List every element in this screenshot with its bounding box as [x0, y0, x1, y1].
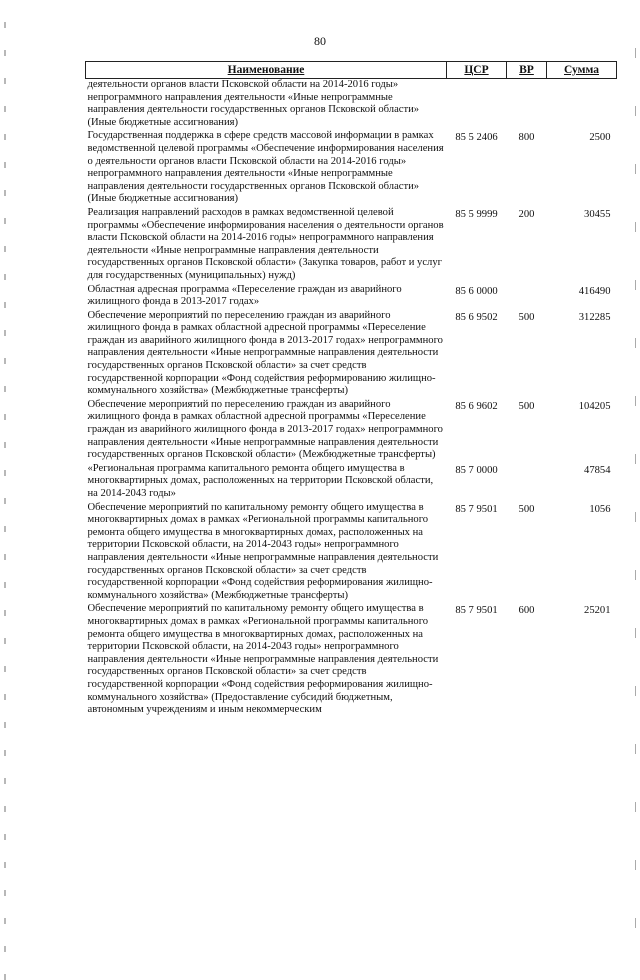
scan-punch-marks — [1, 0, 9, 905]
row-vr: 500 — [518, 503, 535, 515]
table-row — [86, 310, 617, 399]
row-csr: 85 7 9501 — [455, 605, 498, 617]
table-row — [86, 502, 617, 604]
row-sum: 30455 — [584, 208, 611, 220]
table-row — [86, 79, 617, 131]
row-name: деятельности органов власти Псковской области на 2014-2016 годы» непрограммного направления деятельности «Иные непрограммные направления деятельности государственных органов Псковской области» (Иные бюджетные ассигнования) — [87, 79, 420, 128]
header-csr: ЦСР — [447, 62, 507, 79]
table-row — [86, 130, 617, 207]
row-name: Обеспечение мероприятий по переселению граждан из аварийного жилищного фонда в рамках областной адресной программы «Переселение граждан из аварийного жилищного фонда в 2013-2017 годах» непрограммного направления деятельности «Иные непрограммные направления деятельности государственных органов Псковской области» за счет средств государственной корпорации «Фонд содействия реформированию жилищно-коммунального хозяйства» (Межбюджетные трансферты) — [87, 309, 443, 397]
row-vr: 500 — [518, 311, 535, 323]
row-vr: 200 — [518, 208, 535, 220]
header-sum: Сумма — [547, 62, 617, 79]
row-vr — [507, 284, 547, 310]
table-row — [86, 399, 617, 463]
row-sum — [547, 79, 617, 131]
row-name: Областная адресная программа «Переселение граждан из аварийного жилищного фонда в 2013-2017 годах» — [87, 283, 402, 308]
row-name: Обеспечение мероприятий по капитальному ремонту общего имущества в многоквартирных домах в рамках «Региональной программы капитального ремонта общего имущества в многоквартирных домах, расположенных на территории Псковской области, на 2014-2043 годы» непрограммного направления деятельности «Иные непрограммные направления деятельности государственных органов Псковской области» за счет средств государственной корпорации «Фонд содействия реформирования жилищно-коммунального хозяйства» (Межбюджетные трансферты) — [87, 501, 439, 601]
budget-table — [85, 61, 617, 718]
row-vr — [507, 463, 547, 502]
row-csr: 85 6 9502 — [455, 311, 498, 323]
row-vr: 500 — [518, 400, 535, 412]
header-vr: ВР — [507, 62, 547, 79]
row-sum: 104205 — [578, 400, 611, 412]
row-csr: 85 5 9999 — [455, 208, 498, 220]
row-vr — [507, 79, 547, 131]
row-csr: 85 6 9602 — [455, 400, 498, 412]
row-sum: 312285 — [578, 311, 611, 323]
row-name: Обеспечение мероприятий по капитальному ремонту общего имущества в многоквартирных домах в рамках «Региональной программы капитального ремонта общего имущества в многоквартирных домах, расположенных на территории Псковской области, на 2014-2043 годы» непрограммного направления деятельности «Иные непрограммные направления деятельности государственных органов Псковской области» за счет средств государственной корпорации «Фонд содействия реформирования жилищно-коммунального хозяйства» (Предоставление субсидий бюджетным, автономным учреждениям и иным некоммерческим — [87, 603, 439, 716]
row-name: Обеспечение мероприятий по переселению граждан из аварийного жилищного фонда в рамках областной адресной программы «Переселение граждан из аварийного жилищного фонда в 2013-2017 годах» непрограммного направления деятельности «Иные непрограммные направления деятельности государственных органов Псковской области» (Межбюджетные трансферты) — [87, 398, 443, 461]
page-number: 80 — [314, 34, 326, 48]
table-row — [86, 603, 617, 717]
table-row — [86, 463, 617, 502]
row-sum: 47854 — [584, 464, 611, 476]
table-row — [86, 284, 617, 310]
row-sum: 2500 — [589, 132, 611, 144]
row-name: Государственная поддержка в сфере средств массовой информации в рамках ведомственной целевой программы «Обеспечение информирования населения о деятельности органов власти Псковской области на 2014-2016 годы» непрограммного направления деятельности «Иные непрограммные направления деятельности государственных органов Псковской области» (Иные бюджетные ассигнования) — [87, 130, 444, 205]
row-csr: 85 6 0000 — [455, 285, 498, 297]
table-row — [86, 207, 617, 284]
row-sum: 25201 — [584, 605, 611, 617]
row-csr: 85 7 9501 — [455, 503, 498, 515]
row-csr — [447, 79, 507, 131]
row-name: Реализация направлений расходов в рамках ведомственной целевой программы «Обеспечение информирования населения о деятельности органов власти Псковской области на 2014-2016 годы» непрограммного направления деятельности «Иные непрограммные направления деятельности государственных органов Псковской области» (Закупка товаров, работ и услуг для государственных (муниципальных) нужд) — [87, 206, 444, 281]
row-csr: 85 7 0000 — [455, 464, 498, 476]
row-csr: 85 5 2406 — [455, 132, 498, 144]
row-sum: 416490 — [578, 285, 611, 297]
row-sum: 1056 — [589, 503, 611, 515]
scan-edge-marks — [635, 0, 637, 905]
row-name: «Региональная программа капитального ремонта общего имущества в многоквартирных домах, расположенных на территории Псковской области, на 2014-2043 годы» — [87, 462, 434, 499]
header-name: Наименование — [86, 62, 447, 79]
row-vr: 600 — [518, 605, 535, 617]
table-header-row — [86, 62, 617, 79]
row-vr: 800 — [518, 132, 535, 144]
